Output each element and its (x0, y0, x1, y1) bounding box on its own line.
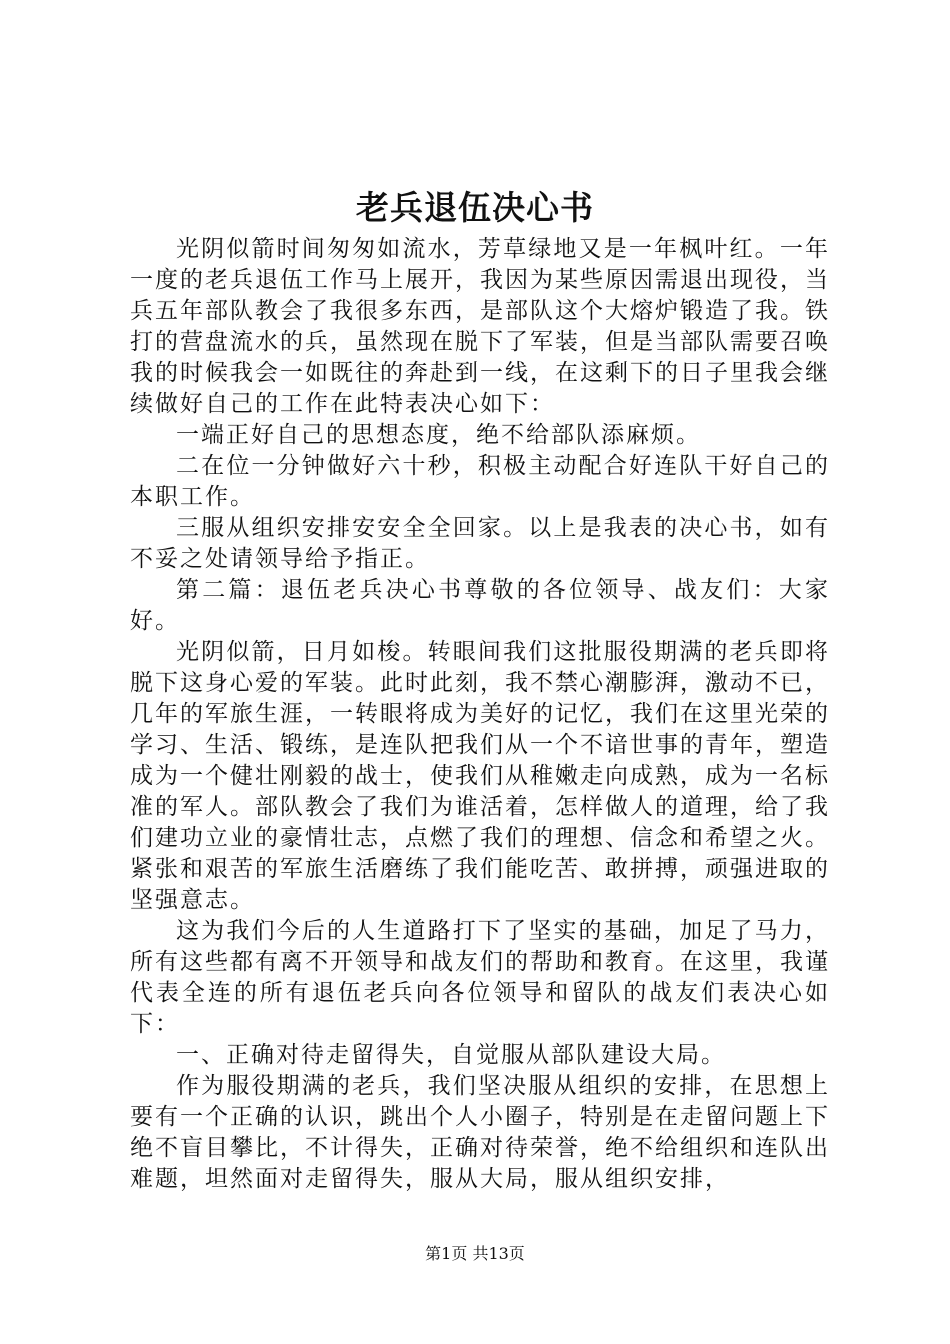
paragraph-1: 光阴似箭时间匆匆如流水，芳草绿地又是一年枫叶红。一年一度的老兵退伍工作马上展开，我因为某些原因需退出现役，当兵五年部队教会了我很多东西，是部队这个大熔炉锻造了我。铁打的营盘流水的兵，虽然现在脱下了军装，但是当部队需要召唤我的时候我会一如既往的奔赴到一线，在这剩下的日子里我会继续做好自己的工作在此特表决心如下： (130, 236, 830, 417)
page-number-footer: 第1页 共13页 (425, 1244, 525, 1263)
paragraph-5: 第二篇：退伍老兵决心书尊敬的各位领导、战友们：大家好。 (130, 577, 830, 634)
paragraph-2: 一端正好自己的思想态度，绝不给部队添麻烦。 (176, 422, 701, 448)
paragraph-4: 三服从组织安排安安全全回家。以上是我表的决心书，如有不妥之处请领导给予指正。 (130, 515, 830, 572)
paragraph-7: 这为我们今后的人生道路打下了坚实的基础，加足了马力，所有这些都有离不开领导和战友们的帮助和教育。在这里，我谨代表全连的所有退伍老兵向各位领导和留队的战友们表决心如下： (130, 918, 830, 1037)
paragraph-3: 二在位一分钟做好六十秒，积极主动配合好连队干好自己的本职工作。 (130, 453, 830, 510)
document-body (130, 234, 830, 1195)
paragraph-6: 光阴似箭，日月如梭。转眼间我们这批服役期满的老兵即将脱下这身心爱的军装。此时此刻，我不禁心潮膨湃，激动不已，几年的军旅生涯，一转眼将成为美好的记忆，我们在这里光荣的学习、生活、锻练，是连队把我们从一个不谙世事的青年，塑造成为一个健壮刚毅的战士，使我们从稚嫩走向成熟，成为一名标准的军人。部队教会了我们为谁活着，怎样做人的道理，给了我们建功立业的豪情壮志，点燃了我们的理想、信念和希望之火。紧张和艰苦的军旅生活磨练了我们能吃苦、敢拼搏，顽强进取的坚强意志。 (130, 639, 830, 913)
paragraph-8: 一、正确对待走留得失，自觉服从部队建设大局。 (176, 1042, 726, 1068)
paragraph-9: 作为服役期满的老兵，我们坚决服从组织的安排，在思想上要有一个正确的认识，跳出个人小圈子，特别是在走留问题上下绝不盲目攀比，不计得失，正确对待荣誉，绝不给组织和连队出难题，坦然面对走留得失，服从大局，服从组织安排， (130, 1073, 830, 1192)
document-title: 老兵退伍决心书 (356, 188, 594, 227)
